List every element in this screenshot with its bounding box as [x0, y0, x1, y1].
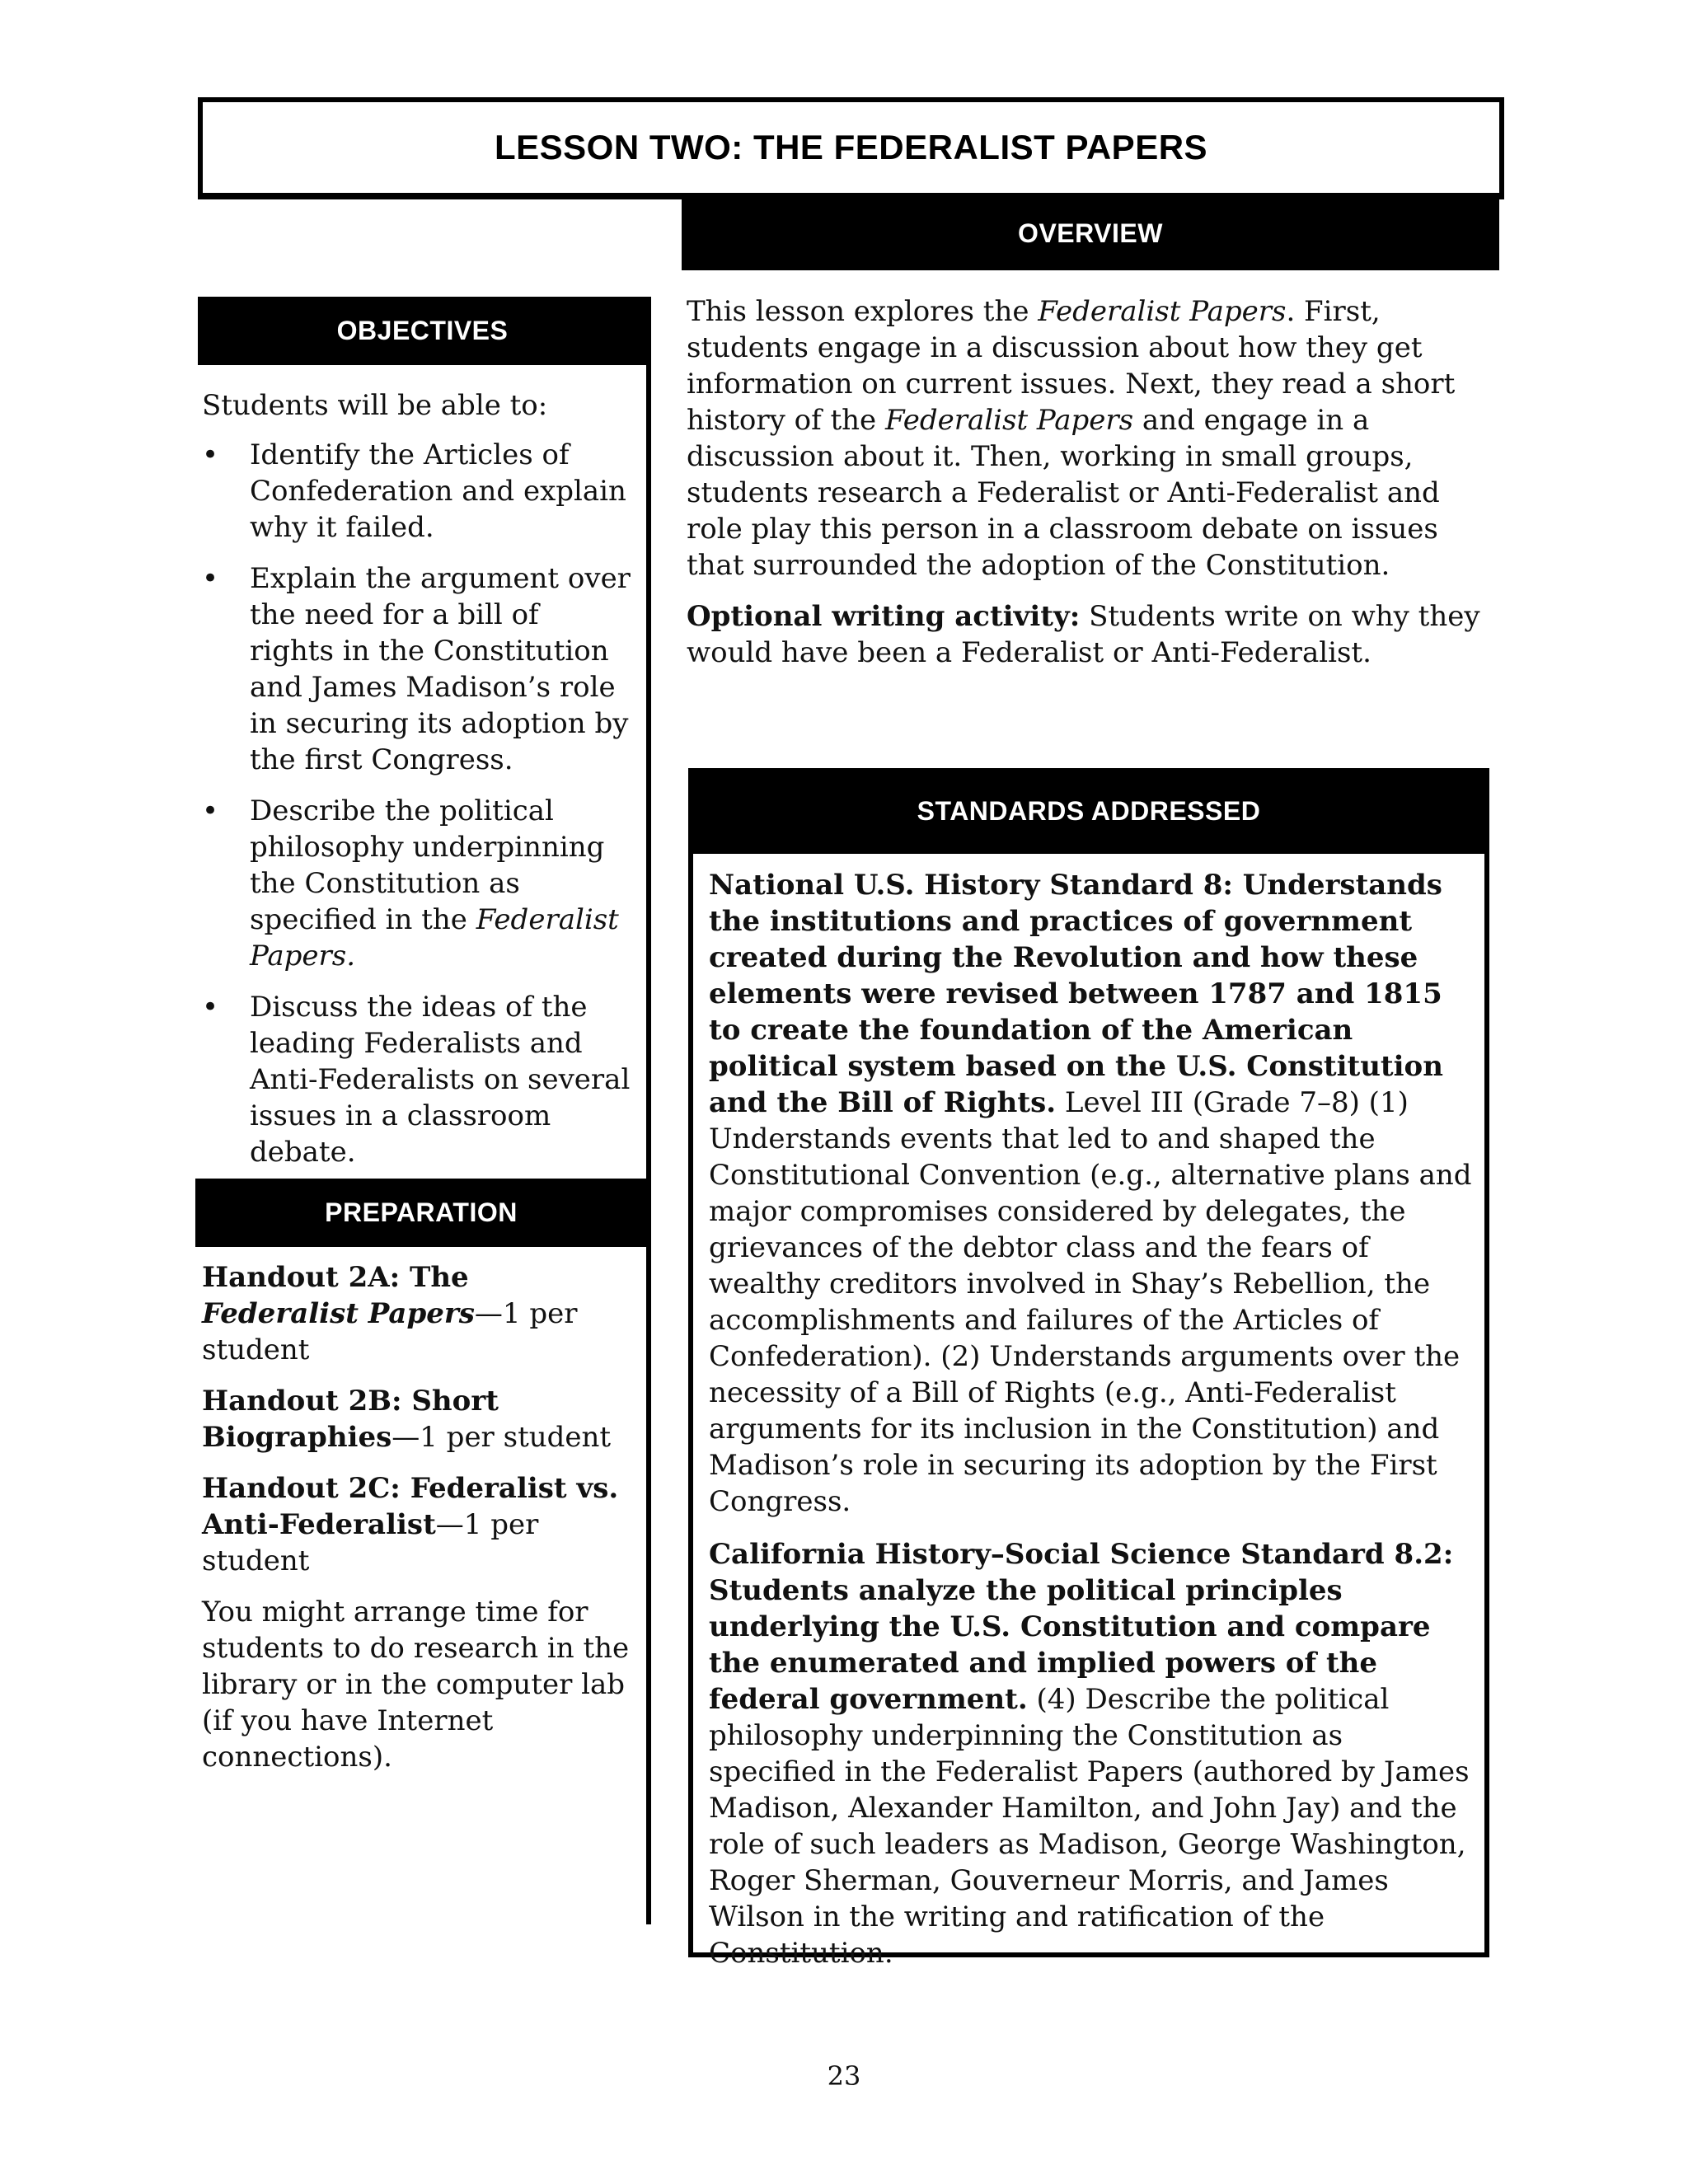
text-run: Optional writing activity: [687, 600, 1081, 633]
bullet: • [202, 438, 219, 471]
preparation-section [202, 1259, 631, 1790]
california-standard [709, 1536, 1475, 1971]
list-item [202, 560, 631, 778]
text-run: (4) Describe the political philosophy underpinning the Constitution as specified in the Federalist Papers (authored by James Madison, Alexander Hamilton, and John Jay) and the role of such leaders as Madison, George Washington, Roger Sherman, Gouverneur Morris, and James Wilson in the writing and ratification of the Constitution. [709, 1683, 1470, 1970]
optional-writing-paragraph [687, 598, 1494, 671]
text-run: —1 per student [202, 1508, 539, 1577]
text-run: and engage in a discussion about it. Then, working in small groups, students research a Federalist or Anti-Federalist and role play this person in a classroom debate on issues that surrounded the adoption of the Constitution. [687, 404, 1440, 582]
overview-heading: OVERVIEW [682, 196, 1499, 270]
text-run: Discuss the ideas of the leading Federalists and Anti-Federalists on several issues in a classroom debate. [250, 991, 631, 1169]
list-item [202, 437, 631, 546]
text-run: —1 per student [202, 1297, 578, 1366]
handout-2c [202, 1470, 631, 1579]
text-run: Federalist Papers. [250, 903, 619, 972]
national-standard [709, 867, 1475, 1520]
handout-2a [202, 1259, 631, 1368]
text-run: Handout 2A: The [202, 1261, 469, 1294]
text-run: Handout 2B: Short Biographies [202, 1385, 499, 1454]
text-run: This lesson explores the [687, 295, 1039, 328]
bullet: • [202, 562, 219, 595]
bullet: • [202, 794, 219, 827]
objectives-list [202, 437, 631, 1185]
standards-section [709, 867, 1475, 1988]
page-number: 23 [827, 2060, 861, 2092]
standards-heading: STANDARDS ADDRESSED [688, 768, 1489, 854]
list-item [202, 989, 631, 1170]
text-run: Federalist Papers [884, 404, 1134, 437]
text-run: You might arrange time for students to do research in the library or in the computer lab (if you have Internet connections). [202, 1596, 630, 1774]
left-column-divider [646, 297, 651, 1924]
objectives-intro: Students will be able to: [202, 389, 548, 422]
overview-section [687, 293, 1494, 686]
text-run: . First, students engage in a discussion about how they get information on current issues. Next, they read a short history of the [687, 295, 1456, 437]
text-run: —1 per student [392, 1421, 612, 1454]
bullet: • [202, 991, 219, 1024]
text-run: Identify the Articles of Confederation and explain why it failed. [250, 438, 626, 544]
objectives-heading: OBJECTIVES [198, 297, 647, 365]
text-run: National U.S. History Standard 8: Understands the institutions and practices of government created during the Revolution and how these elements were revised between 1787 and 1815 to create the foundation of the American political system based on the U.S. Constitution and the Bill of Rights. [709, 869, 1443, 1119]
list-item [202, 793, 631, 974]
text-run: California History–Social Science Standard 8.2: Students analyze the political principles underlying the U.S. Constitution and compare the enumerated and implied powers of the federal government. [709, 1538, 1454, 1716]
text-run: Federalist Papers [1038, 295, 1287, 328]
text-run: Explain the argument over the need for a bill of rights in the Constitution and James Madison’s role in securing its adoption by the first Congress. [250, 562, 631, 776]
text-run: Level III (Grade 7–8) (1) Understands events that led to and shaped the Constitutional Convention (e.g., alternative plans and major compromises considered by delegates, the grievances of the debtor class and the fears of wealthy creditors involved in Shay’s Rebellion, the accomplishments and failures of the Articles of Confederation). (2) Understands arguments over the necessity of a Bill of Rights (e.g., Anti-Federalist arguments for its inclusion in the Constitution) and Madison’s role in securing its adoption by the First Congress. [709, 1086, 1472, 1518]
research-note [202, 1594, 631, 1775]
preparation-heading: PREPARATION [195, 1179, 647, 1247]
text-run: Federalist Papers [202, 1297, 475, 1330]
lesson-title-box [198, 97, 1504, 199]
page-title: LESSON TWO: THE FEDERALIST PAPERS [494, 128, 1208, 166]
handout-2b [202, 1383, 631, 1455]
text-run: Handout 2C: Federalist vs. Anti-Federalist [202, 1472, 619, 1541]
text-run: Describe the political philosophy underpinning the Constitution as specified in the [250, 794, 605, 936]
overview-paragraph [687, 293, 1494, 583]
text-run: Students write on why they would have been a Federalist or Anti-Federalist. [687, 600, 1480, 669]
